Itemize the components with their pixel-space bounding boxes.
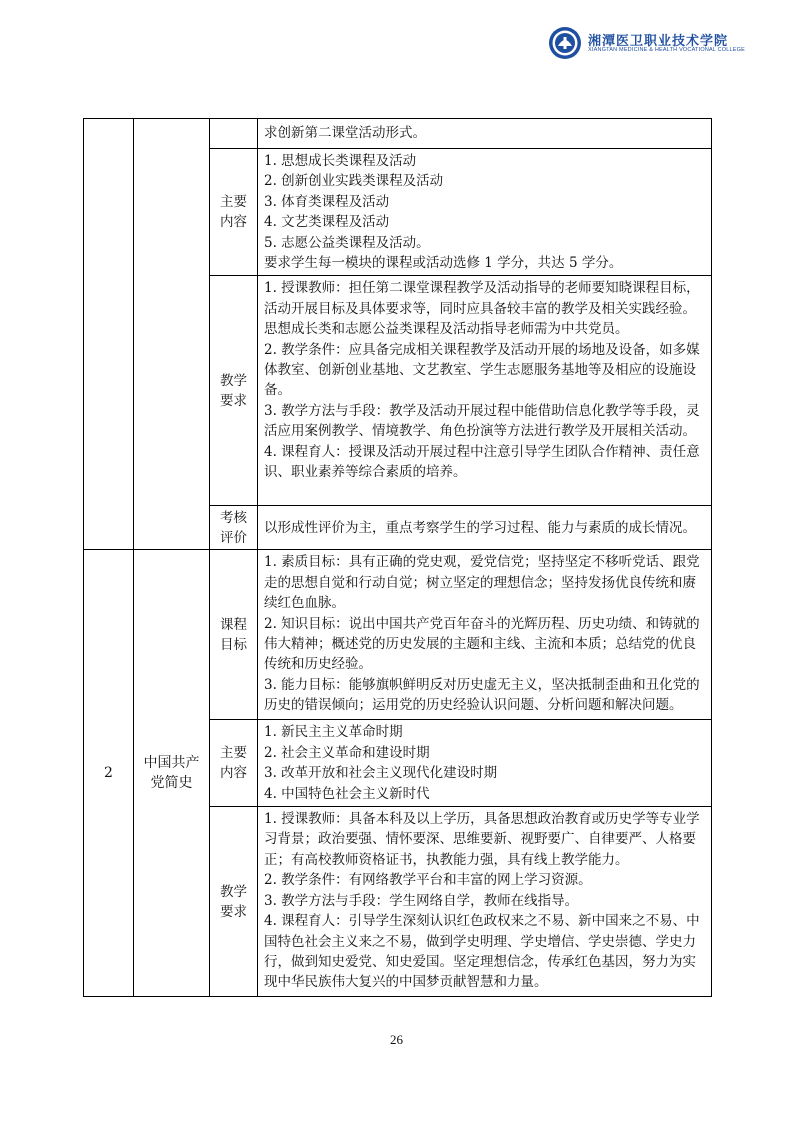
row-label-assessment: 考核 评价 [210, 506, 258, 550]
course-goals-list: 1. 素质目标：具有正确的党史观，爱党信党；坚持坚定不移听党话、跟党走的思想自觉和行动自觉；树立坚定的理想信念；坚持发扬优良传统和赓续红色血脉。 2. 知识目标：说出中国共产党百年奋斗的光辉历程、历史功绩、和铸就的伟大精神；概述党的历史发展的主题和主线、主流和本质；总结党的优良传统和历史经验。 3. 能力目标：能够旗帜鲜明反对历史虚无主义，坚决抵制歪曲和丑化党的历史的错误倾向；运用党的历史经验认识问题、分析问题和解决问题。 [258, 550, 712, 720]
table-row [84, 550, 712, 720]
college-logo [548, 26, 582, 60]
course-number-cell [84, 119, 134, 550]
school-name: 湘潭医卫职业技术学院 [588, 34, 729, 49]
page-number: 26 [390, 1032, 403, 1047]
row-label-teaching-requirements: 教学 要求 [210, 807, 258, 997]
row-label-main-content: 主要 内容 [210, 149, 258, 276]
school-name-en: XIANGTAN MEDICINE & HEALTH VOCATIONAL COLLEGE [588, 47, 746, 53]
course-name: 中国共产 党简史 [134, 550, 210, 997]
main-content-list: 1. 思想成长类课程及活动 2. 创新创业实践类课程及活动 3. 体育类课程及活动 4. 文艺类课程及活动 5. 志愿公益类课程及活动。 要求学生每一模块的课程或活动选修 1 学分，共达 5 学分。 [258, 149, 712, 276]
row-label-teaching-requirements: 教学 要求 [210, 276, 258, 506]
course-name-cell [134, 119, 210, 550]
row-content: 求创新第二课堂活动形式。 [258, 119, 712, 149]
teaching-requirements-list: 1. 授课教师：担任第二课堂课程教学及活动指导的老师要知晓课程目标，活动开展目标及具体要求等，同时应具备较丰富的教学及相关实践经验。思想成长类和志愿公益类课程及活动指导老师需为中共党员。 2. 教学条件：应具备完成相关课程教学及活动开展的场地及设备，如多媒体教室、创新创业基地、文艺教室、学生志愿服务基地等及相应的设施设备。 3. 教学方法与手段：教学及活动开展过程中能借助信息化教学等手段，灵活应用案例教学、情境教学、角色扮演等方法进行教学及开展相关活动。 4. 课程育人：授课及活动开展过程中注意引导学生团队合作精神、责任意识、职业素养等综合素质的培养。 [258, 276, 712, 506]
assessment-text: 以形成性评价为主，重点考察学生的学习过程、能力与素质的成长情况。 [258, 506, 712, 550]
row-label-course-goals: 课程 目标 [210, 550, 258, 720]
course-number: 2 [84, 550, 134, 997]
teaching-requirements-list: 1. 授课教师：具备本科及以上学历，具备思想政治教育或历史学等专业学习背景；政治要强、情怀要深、思维要新、视野要广、自律要严、人格要正；有高校教师资格证书，执教能力强，具有线上教学能力。 2. 教学条件：有网络教学平台和丰富的网上学习资源。 3. 教学方法与手段：学生网络自学，教师在线指导。 4. 课程育人：引导学生深刻认识红色政权来之不易、新中国来之不易、中国特色社会主义来之不易，做到学史明理、学史增信、学史崇德、学史力行，做到知史爱党、知史爱国。坚定理想信念，传承红色基因，努力为实现中华民族伟大复兴的中国梦贡献智慧和力量。 [258, 807, 712, 997]
table-row [84, 119, 712, 149]
row-label [210, 119, 258, 149]
curriculum-table [83, 118, 712, 997]
main-content-list: 1. 新民主主义革命时期 2. 社会主义革命和建设时期 3. 改革开放和社会主义现代化建设时期 4. 中国特色社会主义新时代 [258, 720, 712, 807]
row-label-main-content: 主要 内容 [210, 720, 258, 807]
